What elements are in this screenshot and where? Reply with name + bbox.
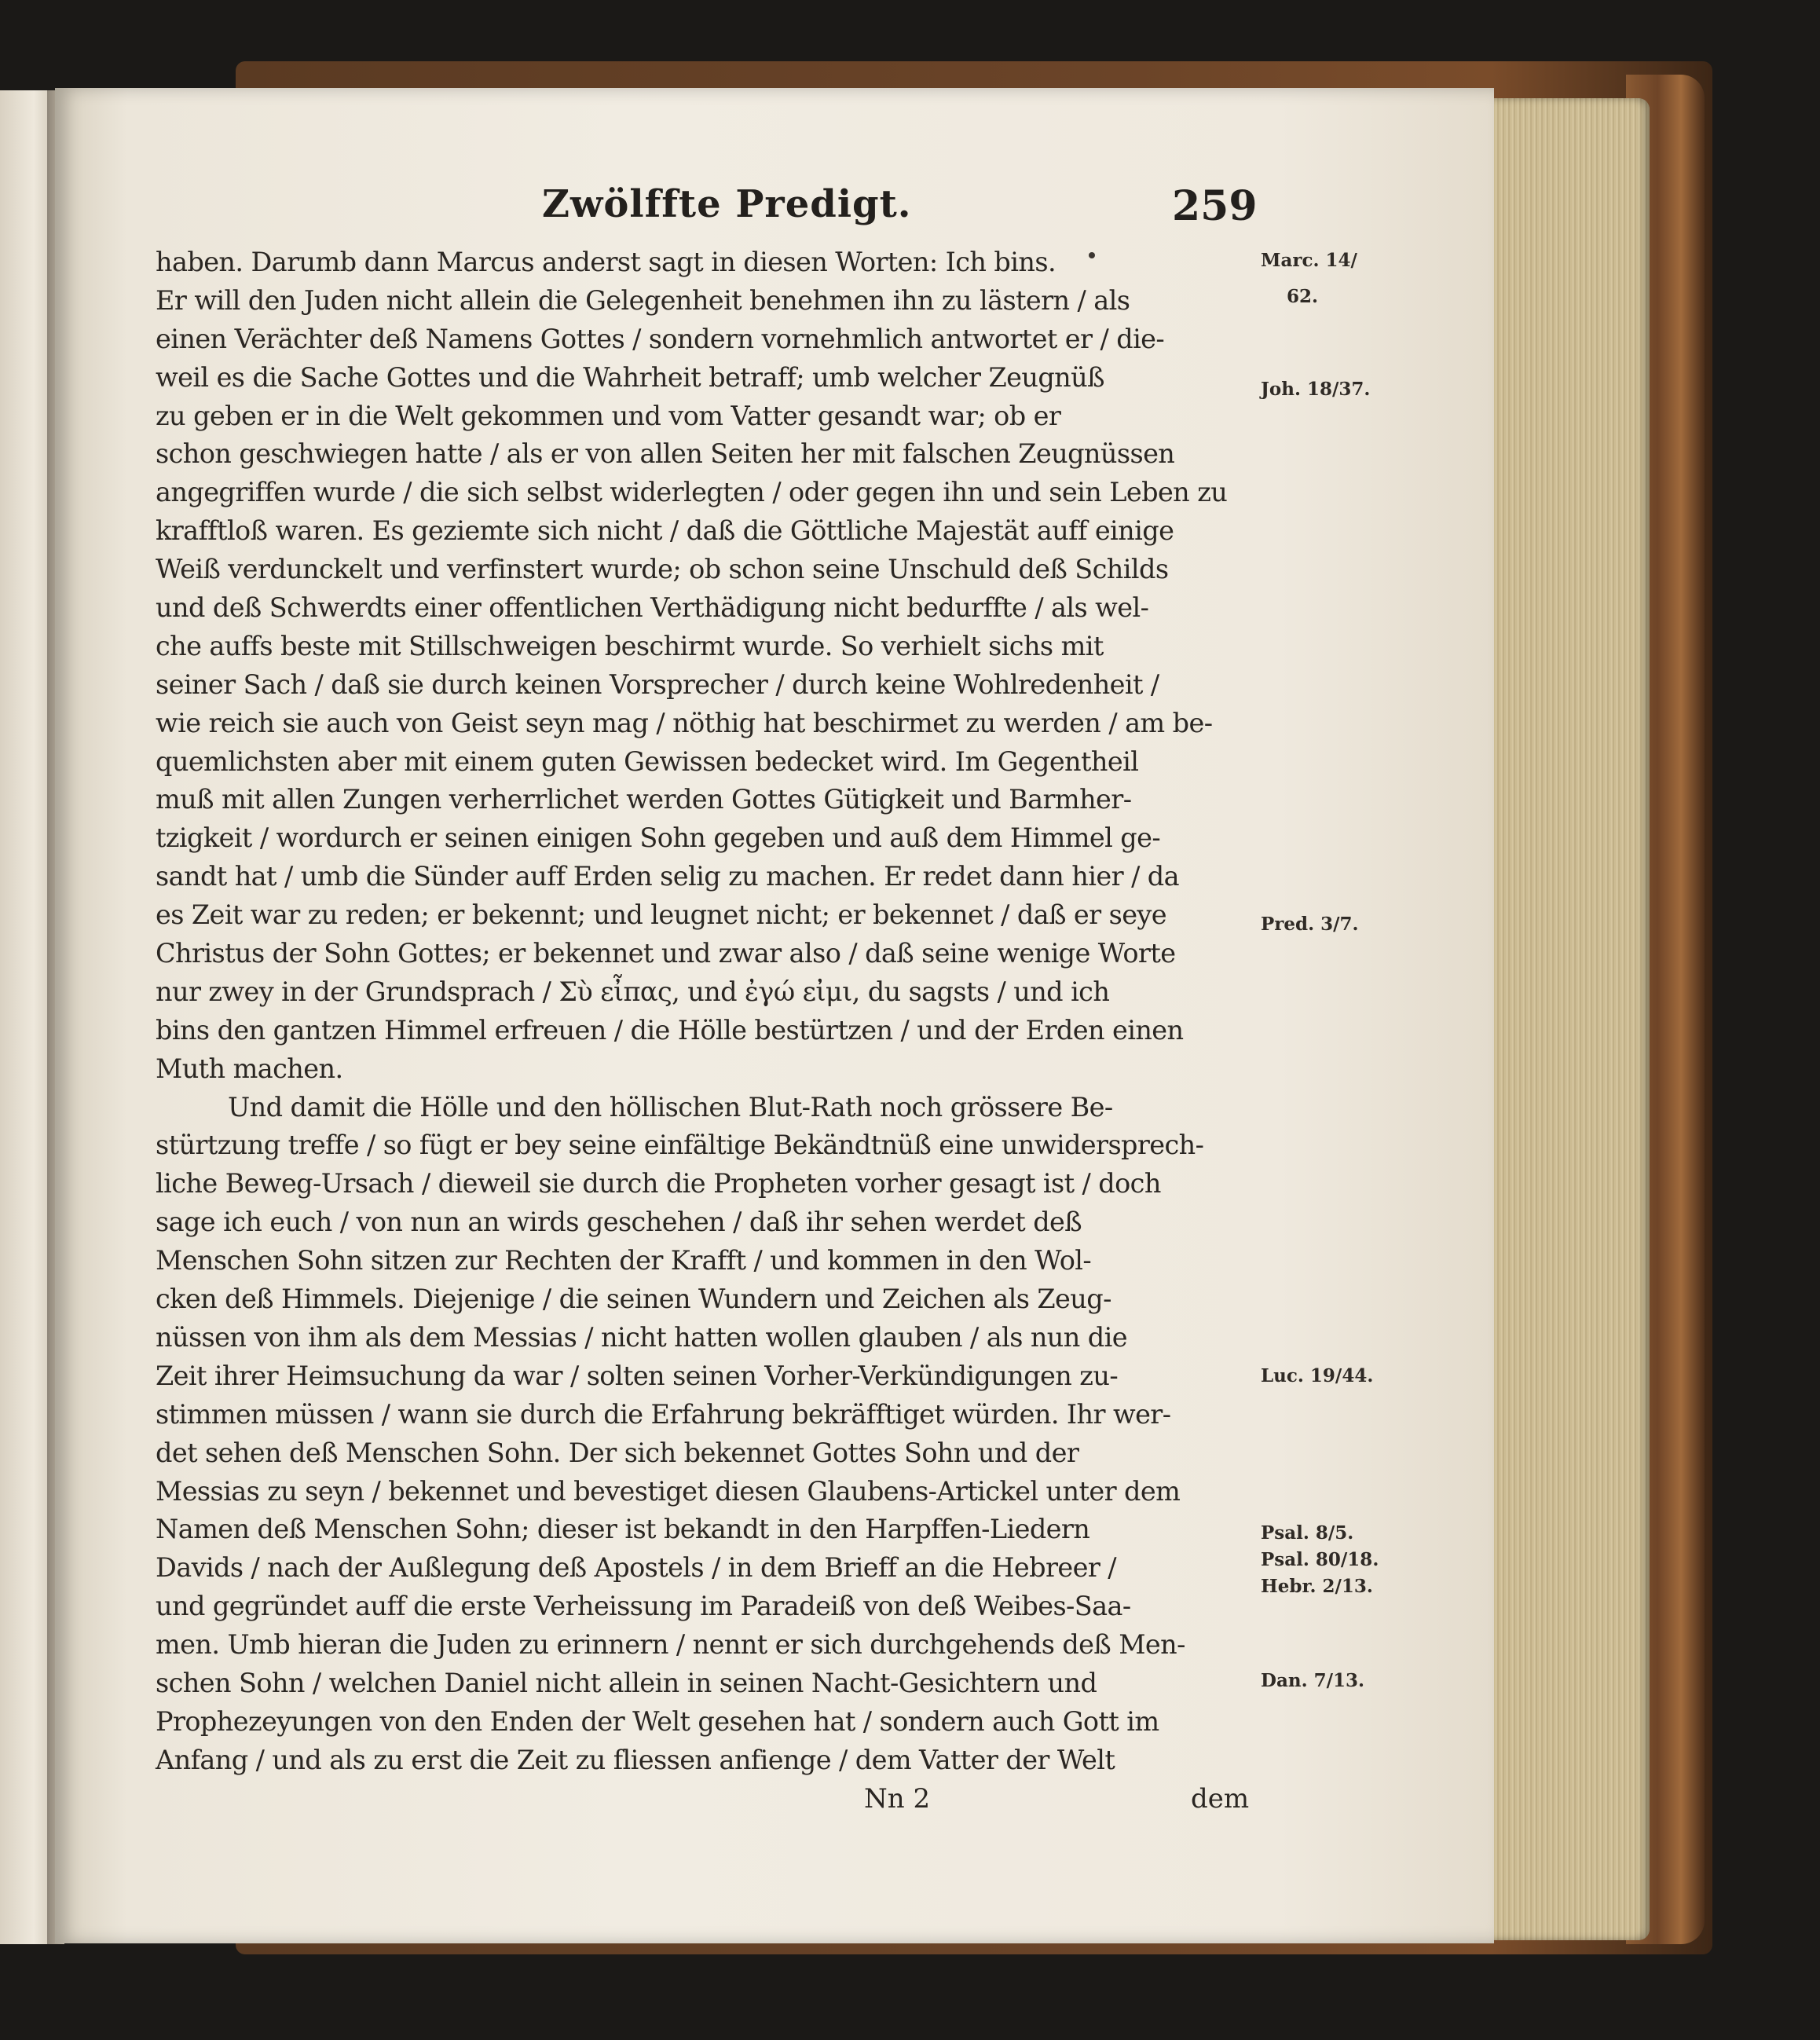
text-line: muß mit allen Zungen verherrlichet werden Gottes Gütigkeit und Barmher- bbox=[156, 784, 1132, 815]
signature-mark: Nn 2 bbox=[864, 1783, 931, 1815]
margin-note-daniel: Dan. 7/13. bbox=[1261, 1670, 1365, 1691]
margin-note-psalm-8: Psal. 8/5. bbox=[1261, 1522, 1354, 1544]
body-text bbox=[156, 244, 1255, 1780]
text-line: krafftloß waren. Es geziemte sich nicht / daß die Göttliche Majestät auff einige bbox=[156, 515, 1174, 547]
text-line: che auffs beste mit Stillschweigen beschirmt wurde. So verhielt sichs mit bbox=[156, 630, 1104, 661]
text-line: angegriffen wurde / die sich selbst widerlegten / oder gegen ihn und sein Leben zu bbox=[156, 477, 1228, 508]
text-line: Christus der Sohn Gottes; er bekennet und zwar also / daß seine wenige Worte bbox=[156, 938, 1176, 969]
margin-note-marcus: Marc. 14/ bbox=[1261, 250, 1357, 271]
text-line: tzigkeit / wordurch er seinen einigen Sohn gegeben und auß dem Himmel ge- bbox=[156, 822, 1161, 854]
page-number: 259 bbox=[1172, 182, 1258, 230]
text-line: und deß Schwerdts einer offentlichen Verthädigung nicht bedurffte / als wel- bbox=[156, 592, 1149, 624]
text-line: cken deß Himmels. Diejenige / die seinen Wundern und Zeichen als Zeug- bbox=[156, 1284, 1111, 1315]
margin-note-marcus-verse: 62. bbox=[1287, 286, 1319, 307]
text-line: Zeit ihrer Heimsuchung da war / solten seinen Vorher-Verkündigungen zu- bbox=[156, 1360, 1119, 1391]
text-line: men. Umb hieran die Juden zu erinnern / nennt er sich durchgehends deß Men- bbox=[156, 1629, 1185, 1661]
text-line: einen Verächter deß Namens Gottes / sondern vornehmlich antwortet er / die- bbox=[156, 323, 1165, 354]
margin-note-prediger: Pred. 3/7. bbox=[1261, 914, 1359, 935]
margin-note-psalm-80: Psal. 80/18. bbox=[1261, 1549, 1379, 1570]
text-line: wie reich sie auch von Geist seyn mag / nöthig hat beschirmet zu werden / am be- bbox=[156, 707, 1213, 738]
text-line: stürtzung treffe / so fügt er bey seine einfältige Bekändtnüß eine unwidersprech- bbox=[156, 1130, 1204, 1161]
text-line: es Zeit war zu reden; er bekennt; und leugnet nicht; er bekennet / daß er seye bbox=[156, 899, 1166, 931]
page-fore-edge bbox=[1489, 98, 1650, 1940]
text-line: liche Beweg-Ursach / dieweil sie durch die Propheten vorher gesagt ist / doch bbox=[156, 1168, 1161, 1199]
text-line: Messias zu seyn / bekennet und bevestiget diesen Glaubens-Artickel unter dem bbox=[156, 1475, 1181, 1507]
text-line: zu geben er in die Welt gekommen und vom Vatter gesandt war; ob er bbox=[156, 400, 1061, 431]
text-line: Menschen Sohn sitzen zur Rechten der Krafft / und kommen in den Wol- bbox=[156, 1245, 1092, 1276]
text-line: Er will den Juden nicht allein die Gelegenheit benehmen ihn zu lästern / als bbox=[156, 284, 1130, 316]
margin-note-johannes: Joh. 18/37. bbox=[1261, 379, 1371, 400]
text-line: Prophezeyungen von den Enden der Welt gesehen hat / sondern auch Gott im bbox=[156, 1705, 1159, 1737]
text-line: bins den gantzen Himmel erfreuen / die Hölle bestürtzen / und der Erden einen bbox=[156, 1014, 1184, 1046]
running-title: Zwölffte Predigt. bbox=[542, 182, 912, 226]
text-line: seiner Sach / daß sie durch keinen Vorsprecher / durch keine Wohlredenheit / bbox=[156, 668, 1159, 700]
text-line: haben. Darumb dann Marcus anderst sagt in diesen Worten: Ich bins. bbox=[156, 247, 1056, 277]
text-line: sandt hat / umb die Sünder auff Erden selig zu machen. Er redet dann hier / da bbox=[156, 861, 1180, 892]
catchword: dem bbox=[1191, 1783, 1250, 1815]
text-line: Davids / nach der Außlegung deß Apostels / in dem Brieff an die Hebreer / bbox=[156, 1552, 1116, 1584]
text-line: und gegründet auff die erste Verheissung im Paradeiß von deß Weibes-Saa- bbox=[156, 1591, 1131, 1622]
margin-note-hebreer: Hebr. 2/13. bbox=[1261, 1576, 1373, 1597]
margin-note-lucas: Luc. 19/44. bbox=[1261, 1365, 1374, 1386]
text-line: Namen deß Menschen Sohn; dieser ist bekandt in den Harpffen-Liedern bbox=[156, 1514, 1090, 1545]
text-line: weil es die Sache Gottes und die Wahrheit betraff; umb welcher Zeugnüß bbox=[156, 361, 1104, 393]
text-line: schon geschwiegen hatte / als er von allen Seiten her mit falschen Zeugnüssen bbox=[156, 438, 1175, 470]
text-line: schen Sohn / welchen Daniel nicht allein in seinen Nacht-Gesichtern und bbox=[156, 1667, 1097, 1698]
text-line: sage ich euch / von nun an wirds geschehen / daß ihr sehen werdet deß bbox=[156, 1207, 1082, 1238]
text-line: nur zwey in der Grundsprach / Σὺ εἶπας, und ἐγώ εἰμι, du sagsts / und ich bbox=[156, 976, 1110, 1007]
text-line: det sehen deß Menschen Sohn. Der sich bekennet Gottes Sohn und der bbox=[156, 1437, 1079, 1468]
text-line: quemlichsten aber mit einem guten Gewissen bedecket wird. Im Gegentheil bbox=[156, 745, 1139, 777]
text-line: nüssen von ihm als dem Messias / nicht hatten wollen glauben / als nun die bbox=[156, 1321, 1127, 1353]
paragraph-start-line: Und damit die Hölle und den höllischen Blut-Rath noch grössere Be- bbox=[228, 1091, 1113, 1123]
text-line: Muth machen. bbox=[156, 1053, 343, 1084]
text-line: Weiß verdunckelt und verfinstert wurde; ob schon seine Unschuld deß Schilds bbox=[156, 554, 1169, 585]
text-line: stimmen müssen / wann sie durch die Erfahrung bekräfftiget würden. Ihr wer- bbox=[156, 1398, 1171, 1430]
text-line: Anfang / und als zu erst die Zeit zu fliessen anfienge / dem Vatter der Welt bbox=[156, 1744, 1115, 1775]
